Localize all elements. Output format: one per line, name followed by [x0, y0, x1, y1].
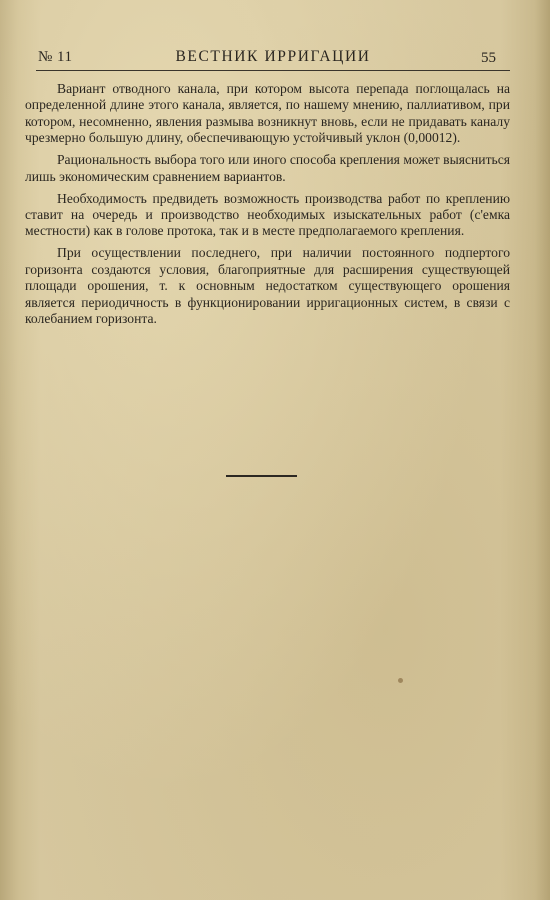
issue-number: № 11 — [38, 49, 73, 65]
running-header — [36, 48, 510, 71]
paragraph-rationality: Рациональность выбора того или иного способа крепления может выясниться лишь экономическим сравнением вариантов. — [25, 152, 510, 184]
page-number: 55 — [481, 50, 496, 66]
journal-title: ВЕСТНИК ИРРИГАЦИИ — [175, 48, 371, 65]
article-body — [25, 81, 510, 333]
paragraph-irrigation-horizon: При осуществлении последнего, при наличии постоянного подпертого горизонта создаются условия, благоприятные для расширения существующей площади орошения, т. к основным недостатком существующего орошения является периодичность в функционировании ирригационных систем, в связи с колебанием горизонта. — [25, 245, 510, 327]
paragraph-bypass-channel: Вариант отводного канала, при котором высота перепада поглощалась на определенной длине этого канала, является, по нашему мнению, паллиативом, при котором, несомненно, явления размыва возникнут вновь, если не придавать каналу чрезмерно большую длину, обеспечивающую устойчивый уклон (0,00012). — [25, 81, 510, 146]
paper-stain — [398, 678, 403, 683]
paragraph-survey-works: Необходимость предвидеть возможность производства работ по креплению ставит на очередь и производство необходимых изыскательных работ (с'емка местности) как в голове протока, так и в месте предполагаемого крепления. — [25, 190, 510, 239]
end-of-article-rule — [226, 475, 297, 477]
